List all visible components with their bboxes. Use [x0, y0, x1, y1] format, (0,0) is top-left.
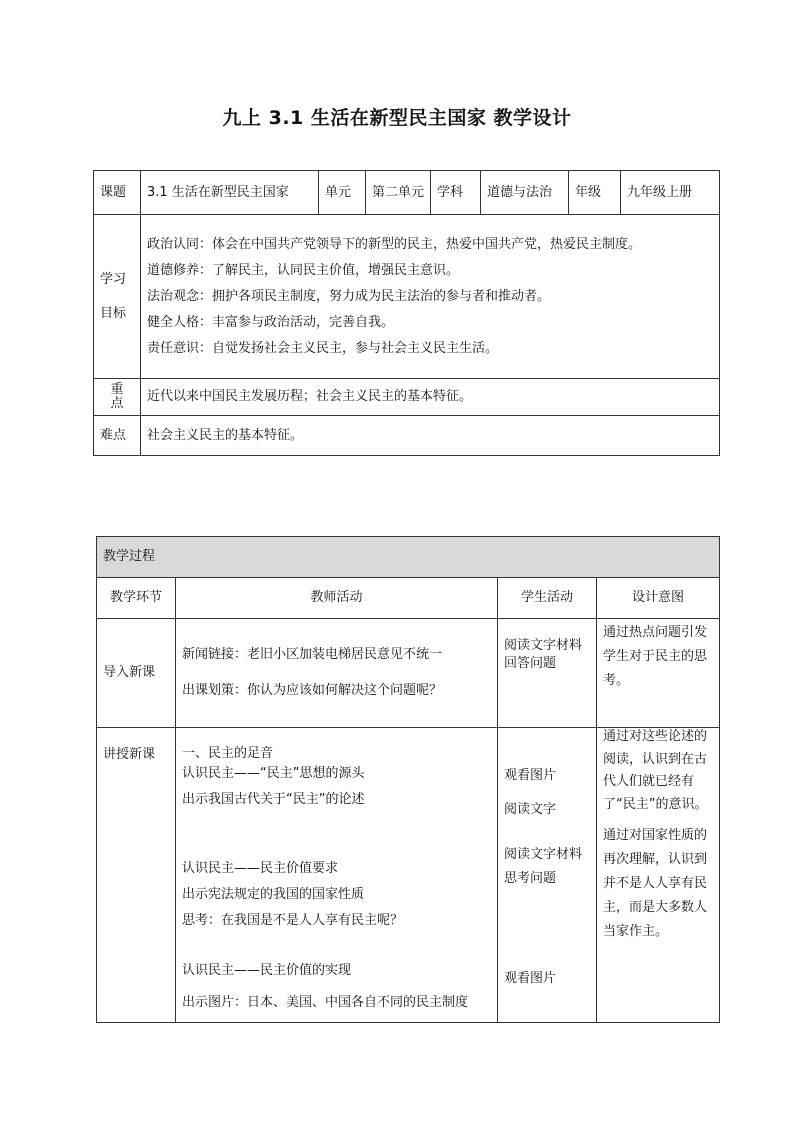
unit-label: 单元 [319, 171, 366, 215]
process-header: 教学过程 [97, 537, 720, 578]
goals-label: 学习 目标 [94, 215, 141, 379]
intro-intent: 通过热点问题引发学生对于民主的思考。 [597, 619, 720, 728]
grade-label: 年级 [569, 171, 621, 215]
course-value: 3.1 生活在新型民主国家 [141, 171, 319, 215]
goal-item: 健全人格：丰富参与政治活动，完善自我。 [147, 314, 395, 330]
unit-value: 第二单元 [366, 171, 431, 215]
column-header: 学生活动 [498, 578, 597, 619]
column-header: 教学环节 [97, 578, 176, 619]
course-info-table [93, 170, 720, 456]
stage-intro: 导入新课 [97, 619, 176, 728]
lecture-student-activity: 观看图片 阅读文字 阅读文字材料 思考问题 观看图片 [498, 728, 597, 1023]
key-points-value: 近代以来中国民主发展历程；社会主义民主的基本特征。 [141, 379, 720, 416]
column-header: 教师活动 [176, 578, 498, 619]
key-points-label: 重 点 [94, 379, 141, 416]
goal-item: 政治认同：体会在中国共产党领导下的新型的民主，热爱中国共产党，热爱民主制度。 [147, 236, 642, 252]
lecture-teacher-activity: 一、民主的足音 认识民主——“民主”思想的源头 出示我国古代关于“民主”的论述 认识民主——民主价值要求 出示宪法规定的我国的国家性质 思考：在我国是不是人人享有民主呢？ 认识民主——民主价值的实现 出示图片：日本、美国、中国各自不同的民主制度 [176, 728, 498, 1023]
course-label: 课题 [94, 171, 141, 215]
column-header: 设计意图 [597, 578, 720, 619]
goals-content [141, 215, 720, 379]
subject-value: 道德与法治 [481, 171, 569, 215]
difficulty-value: 社会主义民主的基本特征。 [141, 416, 720, 456]
document-title: 九上 3.1 生活在新型民主国家 教学设计 [222, 107, 572, 129]
lecture-intent: 通过对这些论述的阅读，认识到在古代人们就已经有了“民主”的意识。 通过对国家性质的再次理解，认识到并不是人人享有民主，而是大多数人当家作主。 [597, 728, 720, 1023]
difficulty-label: 难点 [94, 416, 141, 456]
stage-lecture: 讲授新课 [97, 728, 176, 1023]
goal-item: 法治观念：拥护各项民主制度，努力成为民主法治的参与者和推动者。 [147, 288, 551, 304]
goal-item: 责任意识：自觉发扬社会主义民主，参与社会主义民主生活。 [147, 340, 499, 356]
teaching-process-table [96, 536, 720, 1023]
goal-item: 道德修养：了解民主，认同民主价值，增强民主意识。 [147, 262, 460, 278]
subject-label: 学科 [431, 171, 481, 215]
intro-student-activity: 阅读文字材料 回答问题 [498, 619, 597, 728]
grade-value: 九年级上册 [621, 171, 720, 215]
intro-teacher-activity: 新闻链接：老旧小区加装电梯居民意见不统一 出课划策：你认为应该如何解决这个问题呢？ [176, 619, 498, 728]
